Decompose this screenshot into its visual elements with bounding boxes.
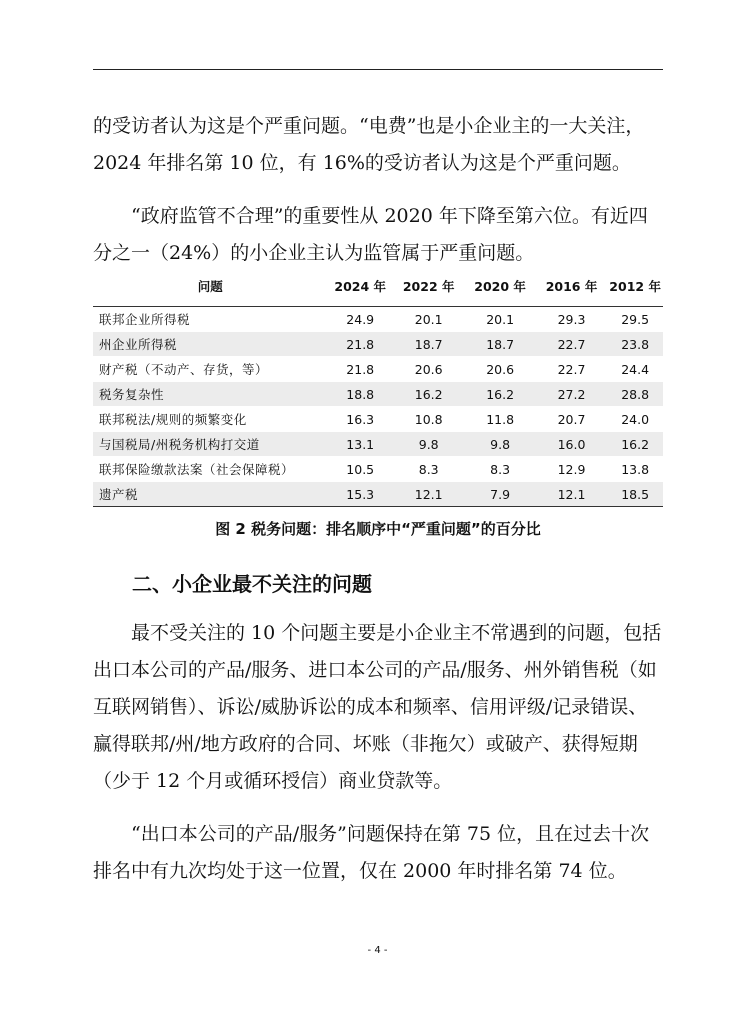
table-row bbox=[93, 432, 663, 457]
value-cell: 20.7 bbox=[536, 407, 607, 432]
value-cell: 24.0 bbox=[607, 407, 663, 432]
value-cell: 8.3 bbox=[393, 457, 464, 482]
table-row bbox=[93, 332, 663, 357]
value-cell: 18.7 bbox=[393, 332, 464, 357]
value-cell: 21.8 bbox=[327, 357, 393, 382]
figure-caption: 图 2 税务问题：排名顺序中“严重问题”的百分比 bbox=[215, 520, 541, 538]
value-cell: 15.3 bbox=[327, 482, 393, 507]
value-cell: 20.1 bbox=[393, 307, 464, 332]
value-cell: 24.9 bbox=[327, 307, 393, 332]
paragraph-3: 最不受关注的 10 个问题主要是小企业主不常遇到的问题，包括出口本公司的产品/服务、进口本公司的产品/服务、州外销售税（如互联网销售）、诉讼/威胁诉讼的成本和频率、信用评级/记录错误、赢得联邦/州/地方政府的合同、坏账（非拖欠）或破产、获得短期（少于 12 个月或循环授信）商业贷款等。 bbox=[93, 622, 662, 792]
value-cell: 13.8 bbox=[607, 457, 663, 482]
issue-cell: 财产税（不动产、存货，等） bbox=[93, 357, 327, 382]
value-cell: 18.7 bbox=[464, 332, 535, 357]
value-cell: 9.8 bbox=[393, 432, 464, 457]
value-cell: 22.7 bbox=[536, 357, 607, 382]
issue-cell: 遗产税 bbox=[93, 482, 327, 507]
header-2020: 2020 年 bbox=[474, 279, 526, 294]
table-row bbox=[93, 382, 663, 407]
header-2012: 2012 年 bbox=[609, 279, 661, 294]
page-number: - 4 - bbox=[367, 945, 388, 956]
header-2016: 2016 年 bbox=[545, 279, 598, 294]
issue-cell: 联邦企业所得税 bbox=[93, 307, 327, 332]
value-cell: 16.0 bbox=[536, 432, 607, 457]
section-heading: 二、小企业最不关注的问题 bbox=[132, 572, 372, 596]
value-cell: 16.2 bbox=[464, 382, 535, 407]
value-cell: 12.9 bbox=[536, 457, 607, 482]
value-cell: 16.2 bbox=[607, 432, 663, 457]
paragraph-4: “出口本公司的产品/服务”问题保持在第 75 位，且在过去十次排名中有九次均处于这一位置，仅在 2000 年时排名第 74 位。 bbox=[93, 823, 650, 882]
header-2024: 2024 年 bbox=[334, 279, 387, 294]
value-cell: 21.8 bbox=[327, 332, 393, 357]
issue-cell: 与国税局/州税务机构打交道 bbox=[93, 432, 327, 457]
issue-cell: 州企业所得税 bbox=[93, 332, 327, 357]
value-cell: 16.2 bbox=[393, 382, 464, 407]
header-2022: 2022 年 bbox=[402, 279, 455, 294]
value-cell: 7.9 bbox=[464, 482, 535, 507]
value-cell: 20.6 bbox=[393, 357, 464, 382]
value-cell: 8.3 bbox=[464, 457, 535, 482]
value-cell: 24.4 bbox=[607, 357, 663, 382]
table-row bbox=[93, 357, 663, 382]
table-header-row bbox=[93, 266, 663, 307]
header-issue: 问题 bbox=[197, 279, 223, 294]
table-row bbox=[93, 457, 663, 482]
table-row bbox=[93, 307, 663, 332]
value-cell: 11.8 bbox=[464, 407, 535, 432]
value-cell: 27.2 bbox=[536, 382, 607, 407]
issue-cell: 联邦保险缴款法案（社会保障税） bbox=[93, 457, 327, 482]
value-cell: 9.8 bbox=[464, 432, 535, 457]
table-row bbox=[93, 407, 663, 432]
issue-cell: 联邦税法/规则的频繁变化 bbox=[93, 407, 327, 432]
value-cell: 13.1 bbox=[327, 432, 393, 457]
tax-issues-table bbox=[93, 266, 663, 507]
value-cell: 18.5 bbox=[607, 482, 663, 507]
issue-cell: 税务复杂性 bbox=[93, 382, 327, 407]
value-cell: 20.1 bbox=[464, 307, 535, 332]
value-cell: 10.5 bbox=[327, 457, 393, 482]
value-cell: 10.8 bbox=[393, 407, 464, 432]
value-cell: 29.5 bbox=[607, 307, 663, 332]
value-cell: 29.3 bbox=[536, 307, 607, 332]
value-cell: 20.6 bbox=[464, 357, 535, 382]
value-cell: 18.8 bbox=[327, 382, 393, 407]
header-rule bbox=[93, 69, 663, 70]
value-cell: 23.8 bbox=[607, 332, 663, 357]
value-cell: 12.1 bbox=[393, 482, 464, 507]
value-cell: 22.7 bbox=[536, 332, 607, 357]
value-cell: 12.1 bbox=[536, 482, 607, 507]
paragraph-2: “政府监管不合理”的重要性从 2020 年下降至第六位。有近四分之一（24%）的小企业主认为监管属于严重问题。 bbox=[93, 205, 648, 264]
paragraph-1: 的受访者认为这是个严重问题。“电费”也是小企业主的一大关注，2024 年排名第 10 位，有 16%的受访者认为这是个严重问题。 bbox=[93, 115, 645, 174]
value-cell: 16.3 bbox=[327, 407, 393, 432]
value-cell: 28.8 bbox=[607, 382, 663, 407]
table-row bbox=[93, 482, 663, 507]
